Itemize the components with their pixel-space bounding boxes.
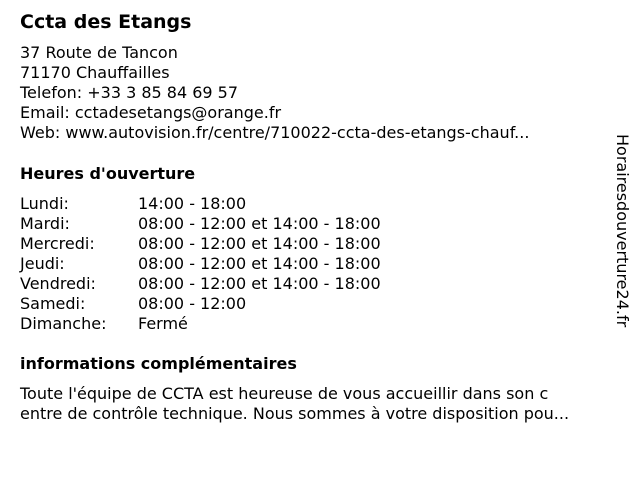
phone-number[interactable]: Telefon: +33 3 85 84 69 57 bbox=[20, 83, 239, 102]
hours-row-saturday bbox=[20, 294, 381, 314]
day-label: Lundi: bbox=[20, 194, 69, 213]
hours-row-friday bbox=[20, 274, 381, 294]
opening-hours-table bbox=[20, 194, 381, 334]
email-address[interactable]: Email: cctadesetangs@orange.fr bbox=[20, 103, 282, 122]
day-hours: 08:00 - 12:00 et 14:00 - 18:00 bbox=[138, 214, 381, 233]
day-hours: Fermé bbox=[138, 314, 188, 333]
day-label: Mercredi: bbox=[20, 234, 95, 253]
website-link[interactable]: Web: www.autovision.fr/centre/710022-ccta-des-etangs-chauf... bbox=[20, 123, 530, 142]
day-label: Mardi: bbox=[20, 214, 70, 233]
day-hours: 08:00 - 12:00 bbox=[138, 294, 247, 313]
hours-row-sunday bbox=[20, 314, 381, 334]
info-line-1: Toute l'équipe de CCTA est heureuse de vous accueillir dans son c bbox=[20, 384, 549, 403]
day-hours: 08:00 - 12:00 et 14:00 - 18:00 bbox=[138, 234, 381, 253]
day-hours: 14:00 - 18:00 bbox=[138, 194, 247, 213]
additional-info-heading: informations complémentaires bbox=[20, 354, 297, 373]
info-line-2: entre de contrôle technique. Nous sommes à votre disposition pou... bbox=[20, 404, 570, 423]
day-label: Vendredi: bbox=[20, 274, 96, 293]
day-hours: 08:00 - 12:00 et 14:00 - 18:00 bbox=[138, 254, 381, 273]
hours-row-monday bbox=[20, 194, 381, 214]
additional-info-text bbox=[20, 384, 569, 424]
opening-hours-heading: Heures d'ouverture bbox=[20, 164, 196, 183]
address-street: 37 Route de Tancon bbox=[20, 43, 178, 62]
hours-row-tuesday bbox=[20, 214, 381, 234]
day-label: Jeudi: bbox=[20, 254, 65, 273]
address-city: 71170 Chauffailles bbox=[20, 63, 170, 82]
hours-row-wednesday bbox=[20, 234, 381, 254]
day-label: Samedi: bbox=[20, 294, 86, 313]
day-hours: 08:00 - 12:00 et 14:00 - 18:00 bbox=[138, 274, 381, 293]
hours-row-thursday bbox=[20, 254, 381, 274]
page-title: Ccta des Etangs bbox=[20, 11, 192, 33]
contact-block bbox=[20, 43, 529, 143]
site-watermark: Horairesdouverture24.fr bbox=[613, 134, 632, 328]
day-label: Dimanche: bbox=[20, 314, 107, 333]
